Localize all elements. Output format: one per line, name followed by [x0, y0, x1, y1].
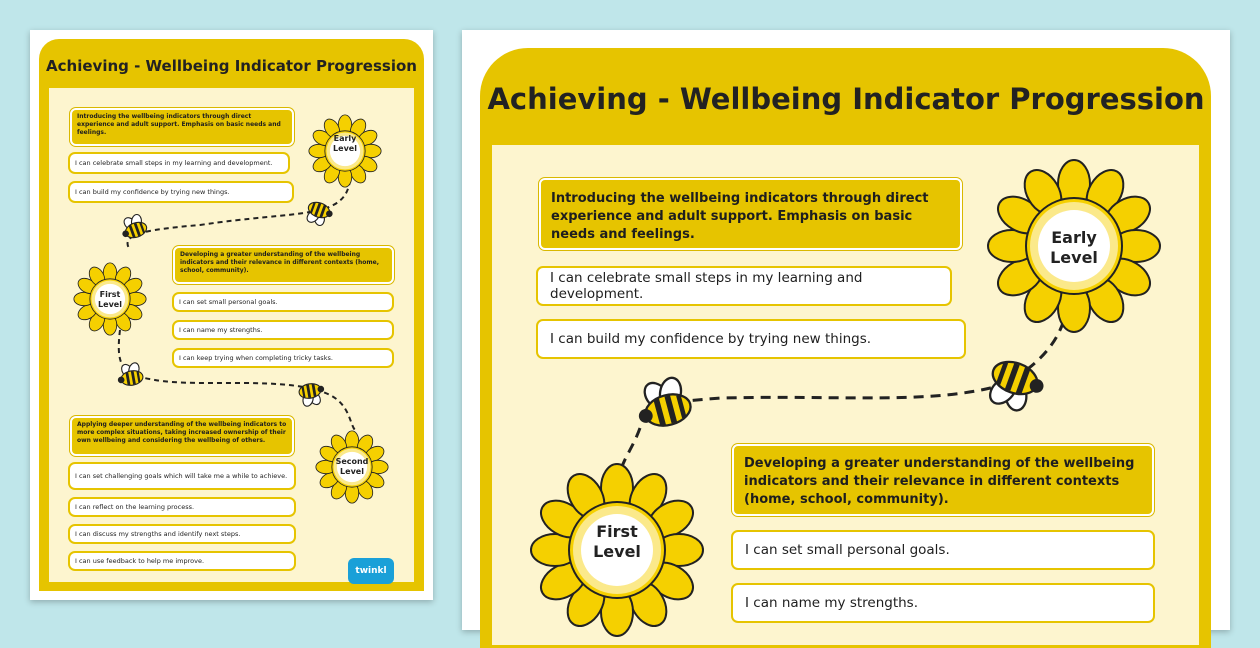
- first-level-label: First Level: [593, 522, 641, 561]
- list-item: I can build my confidence by trying new things.: [536, 319, 966, 359]
- thumbnail-list-item: I can name my strengths.: [172, 320, 394, 340]
- thumbnail-list-item: I can celebrate small steps in my learning and development.: [68, 152, 290, 174]
- thumbnail-list-item: I can build my confidence by trying new things.: [68, 181, 294, 203]
- thumbnail-second-label: Second Level: [335, 457, 369, 476]
- early-level-intro: Introducing the wellbeing indicators through direct experience and adult support. Emphasis on basic needs and feelings.: [539, 178, 962, 250]
- page-title: Achieving - Wellbeing Indicator Progression: [487, 82, 1205, 116]
- first-level-intro: Developing a greater understanding of the wellbeing indicators and their relevance in different contexts (home, school, community).: [732, 444, 1154, 516]
- thumbnail-second-intro: Applying deeper understanding of the wellbeing indicators to more complex situations, taking increased ownership of their own wellbeing and considering the wellbeing of others.: [70, 416, 294, 456]
- twinkl-logo: twinkl: [348, 558, 394, 584]
- early-level-label: Early Level: [1050, 228, 1098, 267]
- thumbnail-list-item: I can reflect on the learning process.: [68, 497, 296, 517]
- thumbnail-early-label: Early Level: [333, 134, 357, 153]
- bee-icon: [136, 230, 137, 231]
- bee-icon: [132, 378, 133, 379]
- list-item: I can celebrate small steps in my learning and development.: [536, 266, 952, 306]
- thumbnail-first-label: First Level: [98, 290, 122, 309]
- thumbnail-list-item: I can discuss my strengths and identify next steps.: [68, 524, 296, 544]
- thumbnail-early-intro: Introducing the wellbeing indicators through direct experience and adult support. Emphasis on basic needs and feelings.: [70, 108, 294, 146]
- list-item: I can name my strengths.: [731, 583, 1155, 623]
- thumbnail-list-item: I can keep trying when completing tricky tasks.: [172, 348, 394, 368]
- poster-zoom: [462, 30, 1230, 630]
- bee-icon: [1015, 378, 1016, 379]
- thumbnail-list-item: I can set small personal goals.: [172, 292, 394, 312]
- thumbnail-first-intro: Developing a greater understanding of the wellbeing indicators and their relevance in different contexts (home, school, community).: [173, 246, 394, 284]
- list-item: I can set small personal goals.: [731, 530, 1155, 570]
- bee-icon: [310, 391, 311, 392]
- bee-icon: [668, 410, 669, 411]
- thumbnail-list-item: I can set challenging goals which will take me a while to achieve.: [68, 462, 296, 490]
- thumbnail-list-item: I can use feedback to help me improve.: [68, 551, 296, 571]
- bee-icon: [319, 210, 320, 211]
- thumbnail-title: Achieving - Wellbeing Indicator Progression: [46, 57, 417, 75]
- poster-thumbnail[interactable]: [30, 30, 433, 600]
